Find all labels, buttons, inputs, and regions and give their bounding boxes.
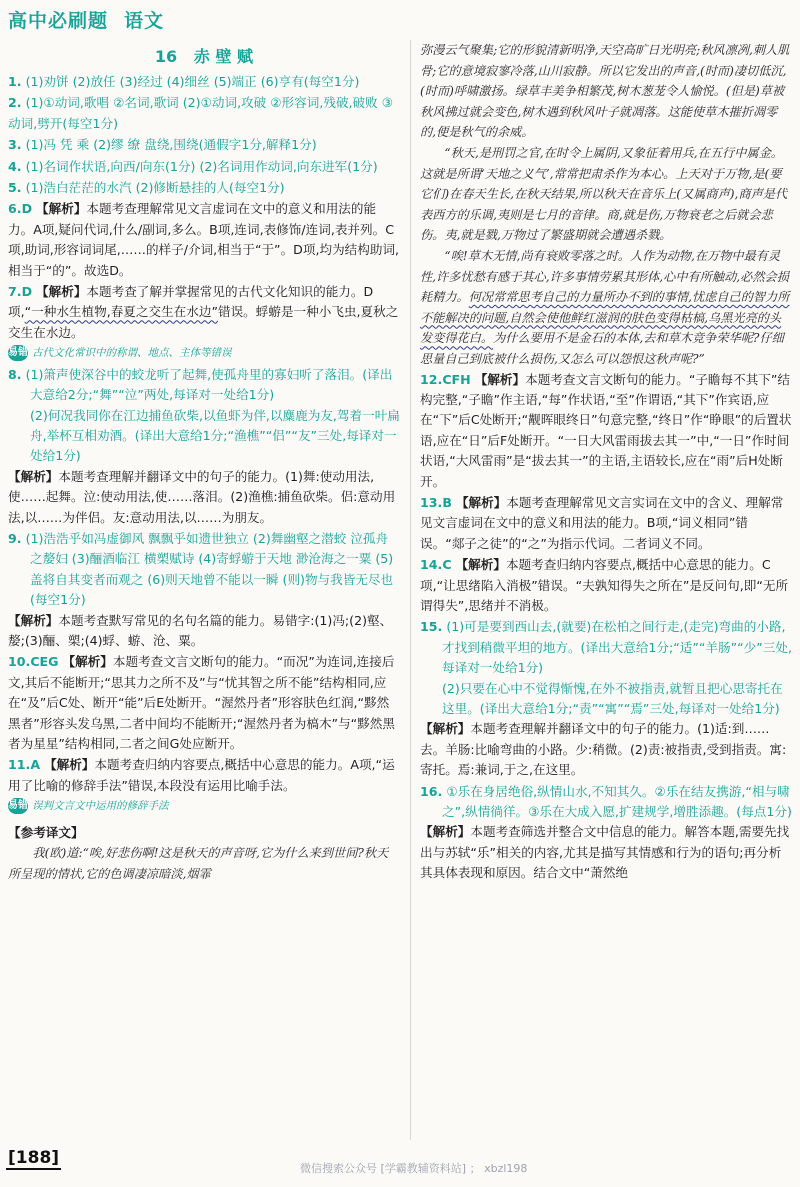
running-header: [8, 6, 408, 42]
right-column: [420, 40, 792, 885]
answer-q12: 12.CFH 【解析】本题考查文言文断句的能力。“子瞻每不其下”结构完整,“子瞻”作主语,“每”作状语,“至”作谓语,“其下”作宾语,应在“下”后C处断开;“觏晖眼终日”句意完整,“终日”作“睁眼”的后置状语,应在“日”后F处断开。“一日大风雷雨拔去其一”中,“一日”作时间状语,“大风雷雨”是“拔去其一”的主语,主语较长,应在“雨”后H处断开。: [420, 371, 792, 489]
chapter-number: 16: [154, 47, 178, 66]
reference-translation-text: 我(欧)道:“唉,好悲伤啊!这是秋天的声音呀,它为什么来到世间?秋天所呈现的情状,它的色调凄凉暗淡,烟霏: [8, 846, 389, 881]
wavy-underlined-sentence: 何况常常思考自己的力量所办不到的事情,忧虑自己的智力所不能解决的问题,自然会使他鲜红滋润的肤色变得枯槁,乌黑光亮的头发变得花白。: [420, 290, 790, 346]
page-number: [ 188 ]: [6, 1148, 61, 1170]
error-note-q7: 易错 古代文化常识中的称谓、地点、主体等错误: [8, 343, 400, 363]
error-badge: 易错: [8, 798, 28, 814]
reference-translation-p3: “唉!草木无情,尚有衰败零落之时。人作为动物,在万物中最有灵性,许多忧愁有感于其心,许多事情劳累其形体,心中有所触动,必然会损耗精力。何况常常思考自己的力量所办不到的事情,忧虑自己的智力所不能解决的问题,自然会使他鲜红滋润的肤色变得枯槁,乌黑光亮的头发变得花白。为什么要用不是金石的本体,去和草木竞争荣华呢?仔细思量自己到底被什么损伤,又怎么可以怨恨这秋声呢?”: [420, 248, 790, 366]
header-title-right: 语文: [124, 10, 165, 32]
header-title-left: 高中必刷题: [8, 10, 109, 32]
reference-translation-p2: “秋天,是刑罚之官,在时令上属阴,又象征着用兵,在五行中属金。这就是所谓‘天地之义气’,常常把肃杀作为本心。上天对于万物,是(要它们)在春天生长,在秋天结果,所以秋天在音乐上(又属商声),商声是代表西方的乐调,夷则是七月的音律。商,就是伤,万物衰老之后就会悲伤。夷,就是戮,万物过了繁盛期就会遭遇杀戮。: [420, 145, 788, 243]
answer-q16: 16. ①乐在身居绝俗,纵情山水,不知其久。②乐在结友携游,“相与啸之”,纵情徜徉。③乐在大成入愿,扩建规学,增胜添趣。(每点1分) 【解析】本题考查筛选并整合文中信息的能力。解答本题,需要先找出与苏轼“乐”相关的内容,尤其是描写其情感和行为的语句;再分析其具体表现和原因。结合文中“萧然绝: [420, 783, 792, 881]
chapter-name: 赤 壁 赋: [193, 47, 254, 66]
answer-q6: 6.D 【解析】本题考查理解常见文言虚词在文中的意义和用法的能力。A项,疑问代词,什么/副词,多么。B项,连词,表修饰/连词,表并列。C项,助词,形容词词尾,……的样子/介词,相当于“于”。D项,均为结构助词,相当于“的”。故选D。: [8, 201, 400, 278]
answer-q3: 3. (1)冯 凭 乘 (2)缪 缭 盘绕,围绕(通假字1分,解释1分): [8, 137, 317, 153]
error-note-q11: 易错 误判文言文中运用的修辞手法: [8, 796, 400, 816]
reference-translation-cont: 弥漫云气聚集;它的形貌清新明净,天空高旷日光明亮;秋风凛冽,刺人肌骨;它的意境寂寥冷落,山川寂静。所以它发出的声音,(时而)凄切低沉,(时而)呼啸激扬。绿草丰美争相繁茂,树木葱茏令人愉悦。(但是)草被秋风拂过就会变色,树木遇到秋风叶子就凋落。这能使草木摧折凋零的,便是秋气的余威。: [420, 43, 790, 140]
answer-q13: 13.B 【解析】本题考查理解常见文言实词在文中的含义、理解常见文言虚词在文中的意义和用法的能力。B项,“词义相同”错误。“郯子之徒”的“之”为指示代词。二者词义不同。: [420, 494, 784, 551]
answer-q8: 8. (1)箫声使深谷中的蛟龙听了起舞,使孤舟里的寡妇听了落泪。(译出大意给2分;“舞”“泣”两处,每译对一处给1分) (2)何况我同你在江边捕鱼砍柴,以鱼虾为伴,以麋鹿为友,驾着一叶扁舟,举杯互相劝酒。(译出大意给1分;“渔樵”“侣”“友”三处,每译对一处给1分) 【解析】本题考查理解并翻译文中的句子的能力。(1)舞:使动用法,使……起舞。泣:使动用法,使……落泪。(2)渔樵:捕鱼砍柴。侣:意动用法,以……为伴侣。友:意动用法,以……为朋友。: [8, 366, 400, 525]
watermark-text: 微信搜索公众号 [学霸教辅资料站] ； xbzl198: [300, 1162, 528, 1175]
answer-q2: 2. (1)①动词,歌唱 ②名词,歌词 (2)①动词,攻破 ②形容词,残破,破败 ③动词,劈开(每空1分): [8, 95, 394, 131]
answer-q5: 5. (1)浩白茫茫的水汽 (2)修断悬挂的人(每空1分): [8, 180, 285, 196]
answer-q7: 7.D 【解析】本题考查了解并掌握常见的古代文化知识的能力。D项,“一种水生植物,春夏之交生在水边”错误。蜉蝣是一种小飞虫,夏秋之交生在水边。 易错 古代文化常识中的称谓、地点、主体等错误: [8, 282, 400, 364]
answer-q1: 1. (1)劝饼 (2)放任 (3)经过 (4)细丝 (5)端正 (6)亨有(每空1分): [8, 74, 360, 89]
answer-q9: 9. (1)浩浩乎如冯虚御风 飘飘乎如遗世独立 (2)舞幽壑之潜蛟 泣孤舟之嫠妇 (3)酾酒临江 横槊赋诗 (4)寄蜉蝣于天地 渺沧海之一粟 (5)盖将自其变者而观之 (6)则天地曾不能以一瞬 (则)物与我皆无尽也(每空1分) 【解析】本题考查默写常见的名句名篇的能力。易错字:(1)冯;(2)壑、嫠;(3)酾、槊;(4)蜉、蝣、沧、粟。: [8, 530, 394, 648]
left-column: [8, 72, 400, 884]
reference-translation-heading: 【参考译文】: [8, 824, 84, 840]
chapter-title: [0, 44, 408, 67]
answer-q4: 4. (1)名词作状语,向西/向东(1分) (2)名词用作动词,向东进军(1分): [8, 158, 378, 174]
answer-q10: 10.CEG 【解析】本题考查文言文断句的能力。“而况”为连词,连接后文,其后不能断开;“思其力之所不及”与“忧其智之所不能”结构相同,应在“及”后C处、断开“能”后E处断开。“渥然丹者”形容肤色红润,“黟然黑者”形容头发乌黑,二者中间均不能断开;“渥然丹者为槁木”与“黟然黑者为星星”结构相同,二者之间G处应断开。: [8, 654, 395, 751]
answer-q14: 14.C 【解析】本题考查归纳内容要点,概括中心意思的能力。C项,“让思绪陷入消极”错误。“夫孰知得失之所在”是反问句,即“无所谓得失”,思绪并不消极。: [420, 557, 789, 613]
answer-q15: 15. (1)可是要到西山去,(就要)在松柏之间行走,(走完)弯曲的小路,才找到稍微平坦的地方。(译出大意给1分;“适”“羊肠”“少”三处,每译对一处给1分) (2)只要在心中不觉得惭愧,在外不被指责,就暂且把心思寄托在这里。(译出大意给1分;“责”“寓”“焉”三处,每译对一处给1分) 【解析】本题考查理解并翻译文中的句子的能力。(1)适:到……去。羊肠:比喻弯曲的小路。少:稍微。(2)责:被指责,受到指责。寓:寄托。焉:兼词,于之,在这里。: [420, 619, 792, 778]
answer-q11: 11.A 【解析】本题考查归纳内容要点,概括中心意思的能力。A项,“运用了比喻的修辞手法”错误,本段没有运用比喻手法。 易错 误判文言文中运用的修辞手法: [8, 755, 400, 816]
column-divider: [410, 40, 411, 1140]
error-badge: 易错: [8, 345, 28, 361]
